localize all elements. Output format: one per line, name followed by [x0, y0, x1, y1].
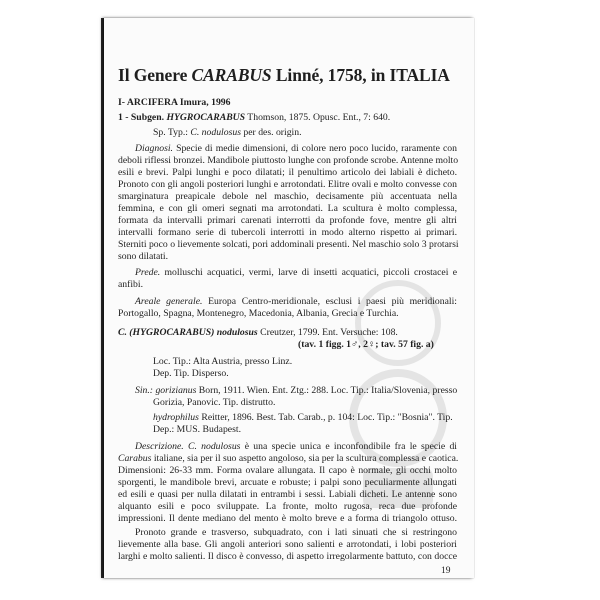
text-line: intervalli formano serie di tubercoli interrotti in modo alterno rispetto ai primari.	[118, 227, 457, 238]
text-line: Carabus italiane, sia per il suo aspetto angoloso, sia per la scultura complessa e caotica.	[118, 453, 459, 464]
page-number: 19	[441, 566, 451, 576]
prede-line: anfibi.	[118, 279, 144, 290]
section-heading: I- ARCIFERA Imura, 1996	[118, 97, 231, 108]
synonym-line: Dep.: MUS. Budapest.	[153, 424, 241, 435]
text-line: smarginatura preapicale debole nel maschio, decisamente più accentuata nella	[118, 191, 457, 202]
page-title: Il Genere CARABUS Linné, 1758, in ITALIA	[118, 65, 450, 85]
text-line: sporgenti, le mandibole brevi, arcuate e robuste; i palpi sono peculiarmente allungati	[118, 477, 457, 488]
text-line: alquanto esili e poco sviluppate. La fronte, molto rugosa, reca due profonde	[118, 501, 457, 512]
text-line: formata da intervalli primari carenati interrotti da profonde fove, mentre gli altri	[118, 215, 457, 226]
subgenus-line: 1 - Subgen. HYGROCARABUS Thomson, 1875. Opusc. Ent., 7: 640.	[118, 112, 391, 123]
species-heading: C. (HYGROCARABUS) nodulosus Creutzer, 1799. Ent. Versuche: 108.	[118, 327, 398, 338]
text-line: impressioni. Il dente mediano del mento è molto breve e a forma di triangolo ottuso.	[118, 513, 457, 524]
text-line: Pronoto con gli angoli posteriori lunghi e arrotondati. Elitre ovali e molto convesse con	[118, 179, 457, 190]
text-line: sono dilatati.	[118, 251, 169, 262]
text-line: Dimensioni: 26-33 mm. Forma ovalare allungata. Il capo è normale, gli occhi molto	[118, 465, 457, 476]
text-line: Pronoto grande e trasverso, subquadrato, con i lati sinuati che si restringono	[135, 527, 457, 538]
locality-line: Loc. Tip.: Alta Austria, presso Linz.	[153, 356, 293, 367]
text-line: esili e brevi. Palpi lunghi e poco dilatati; il penultimo articolo dei labiali è dicheto.	[118, 167, 457, 178]
synonym-line: Gorizia, Panovic. Tip. distrutto.	[153, 397, 276, 408]
areale-line: Areale generale. Europa Centro-meridionale, esclusi i paesi più meridionali:	[135, 296, 457, 307]
text-line: Diagnosi. Specie di medie dimensioni, di colore nero poco lucido, raramente con	[135, 143, 457, 154]
text-line: deboli riflessi bronzei. Mandibole piuttosto lunghe con profonde scrobe. Antenne molto	[118, 155, 459, 166]
text-line: Sterniti poco o lievemente solcati, pori addominali presenti. Nel maschio solo 3 protarsi	[118, 239, 459, 250]
synonym-line: hydrophilus Reitter, 1896. Best. Tab. Carab., p. 104: Loc. Tip.: "Bosnia". Tip.	[153, 412, 453, 423]
text-line: lievemente alla base. Gli angoli anteriori sono salienti e arrotondati, i lobi posteriori	[118, 539, 457, 550]
prede-line: Prede. molluschi acquatici, vermi, larve di insetti acquatici, piccoli crostacei e	[135, 267, 457, 278]
text-line: ed esili e quasi per nulla dilatati in entrambi i sessi. Labiali dicheti. Le antenne sono	[118, 489, 457, 500]
text-line: femmina, e con gli omeri segnati ma arrotondati. La scultura è molto complessa,	[118, 203, 457, 214]
synonym-line: Sin.: gorizianus Born, 1911. Wien. Ent. Ztg.: 288. Loc. Tip.: Italia/Slovenia, presso	[135, 385, 458, 396]
background	[0, 0, 104, 600]
areale-line: Portogallo, Spagna, Montenegro, Macedonia, Albania, Grecia e Turchia.	[118, 308, 399, 319]
species-type-line: Sp. Typ.: C. nodulosus per des. origin.	[153, 127, 302, 138]
text-line: larghi e molto salienti. Il disco è convesso, di aspetto irregolarmente battuto, con docce	[118, 551, 457, 562]
species-plates-reference: (tav. 1 figg. 1♂, 2♀; tav. 57 fig. a)	[298, 339, 434, 350]
deposit-line: Dep. Tip. Disperso.	[153, 368, 229, 379]
text-line: Descrizione. C. nodulosus è una specie unica e inconfondibile fra le specie di	[135, 441, 457, 452]
